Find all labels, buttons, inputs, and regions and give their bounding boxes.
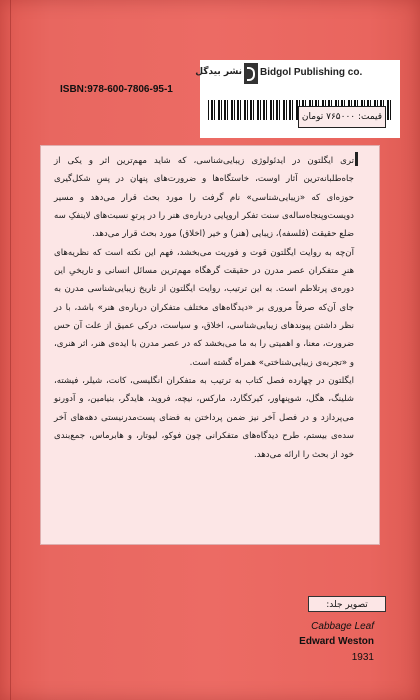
- price-label: قیمت: ۷۶۵۰۰۰ تومان: [298, 106, 386, 128]
- description-paragraph: آن‌چه به روایت ایگلتون قوت و فوریت می‌بخشد، فهم این نکته است که نظریه‌های هنرِ متفکران عصر مدرن در حقیقت گرهگاه مهم‌ترین مسائل انسانی و تاریخیِ این دوره‌ی پرتلاطم است. به این ترتیب، روایت ایگلتون از تاریخ زیبایی‌شناسی مدرن به جای آن‌که صرفاً مروری بر «دیدگاه‌های مختلف متفکران درباره‌ی هنر» باشد، با در نظر داشتن پیوندهای زیبایی‌شناسی، اخلاق، و سیاست، درکی عمیق از علت آن حس ضرورت، معنا، و اهمیتی را به ما می‌بخشد که در عصر مدرن با ایده‌ی هنر، اثر هنری، و «تجربه‌ی زیبایی‌شناختی» همراه گشته است.: [54, 247, 354, 368]
- description-paragraph: ایگلتون در چهارده فصل کتاب به ترتیب به متفکران انگلیسی، کانت، شیلر، فیشته، شلینگ، هگل، شوپنهاور، کیرکگارد، مارکس، نیچه، فروید، هایدگر، بنیامین، و آدورنو می‌پردازد و در فصل آخر نیز ضمن پرداختن به فضای پست‌مدرنیستی دهه‌های آخر سده‌ی بیستم، طرح دیدگاه‌های متفکرانی چون فوکو، لیوتار، و هابرماس، جمع‌بندی خود از بحث را ارائه می‌دهد.: [54, 376, 354, 460]
- cover-credit-author: Edward Weston: [299, 636, 374, 647]
- cover-credit-title: Cabbage Leaf: [311, 621, 374, 632]
- cover-credit-year: 1931: [351, 652, 374, 663]
- cover-credit-label: تصویر جلد:: [308, 596, 386, 612]
- paragraph-start-marker: [355, 152, 358, 166]
- bidgol-logo-icon: [244, 63, 258, 85]
- spine-edge: [10, 0, 11, 700]
- publisher-name-fa: نشر بیدگل: [195, 67, 242, 77]
- isbn-strip: [204, 84, 400, 100]
- description-paragraph: تری ایگلتون در ایدئولوژی زیبایی‌شناسی، که شاید مهم‌ترین اثر و یکی از جاه‌طلبانه‌ترین آثار اوست، خاستگاه‌ها و ضرورت‌های پنهان در پسِ شکل‌گیری حوزه‌ای که «زیبایی‌شناسی» نام گرفت را مورد بحث قرار می‌دهد و مسیر دویست‌وپنجاه‌ساله‌ی سنت تفکر اروپایی درباره‌ی هنر را در پرتوِ نسبت‌های لاینفکِ سه ضلع حقیقت (فلسفه)، زیبایی (هنر) و خیر (اخلاق) مورد بحث قرار می‌دهد.: [54, 156, 354, 240]
- description-text: [54, 152, 354, 464]
- publisher-name-en: Bidgol Publishing co.: [260, 67, 363, 78]
- isbn-text: ISBN:978-600-7806-95-1: [60, 84, 173, 95]
